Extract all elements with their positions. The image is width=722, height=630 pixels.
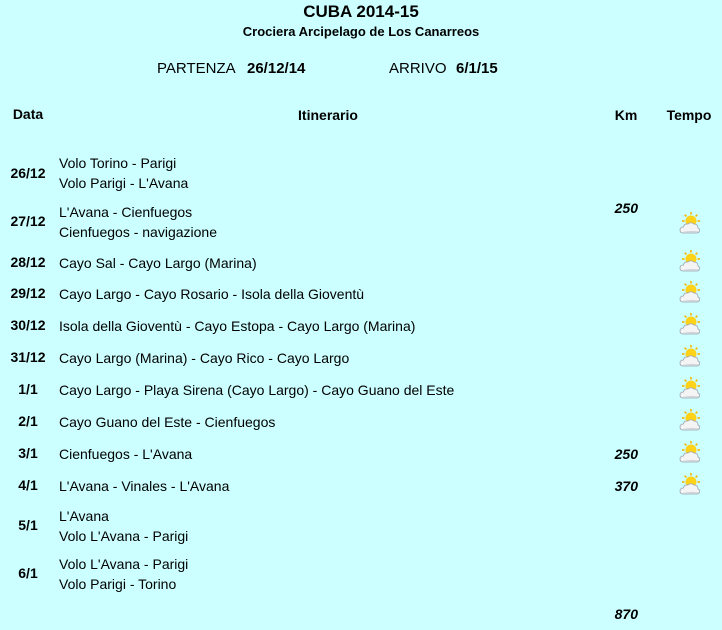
page-title: CUBA 2014-15 (303, 2, 419, 21)
arrival-date: 6/1/15 (456, 60, 498, 77)
partly-sunny-icon (678, 281, 702, 305)
row-itinerary (59, 284, 364, 304)
itinerary-line: Volo Parigi - Torino (59, 576, 177, 592)
itinerary-line: Volo Parigi - L'Avana (59, 175, 189, 191)
arrival-label: ARRIVO (389, 60, 447, 77)
itinerary-line: Cayo Sal - Cayo Largo (Marina) (59, 255, 257, 271)
partly-sunny-icon (678, 313, 702, 337)
itinerary-line: Volo L'Avana - Parigi (59, 556, 189, 572)
row-date: 1/1 (18, 381, 38, 397)
row-itinerary (59, 380, 454, 400)
row-date: 27/12 (10, 213, 46, 229)
departure-label: PARTENZA (157, 60, 236, 77)
column-header-weather: Tempo (666, 107, 712, 123)
row-itinerary (59, 444, 192, 464)
row-date: 30/12 (10, 317, 46, 333)
page-subtitle: Crociera Arcipelago de Los Canarreos (242, 24, 480, 39)
itinerary-line: Isola della Gioventù - Cayo Estopa - Cayo Largo (Marina) (59, 318, 416, 334)
itinerary-line: Cayo Largo (Marina) - Cayo Rico - Cayo Largo (59, 350, 350, 366)
itinerary-line: Cayo Guano del Este - Cienfuegos (59, 414, 276, 430)
row-itinerary (59, 316, 415, 336)
partly-sunny-icon (678, 377, 702, 401)
row-date: 31/12 (10, 349, 46, 365)
row-date: 5/1 (18, 517, 38, 533)
column-header-date: Data (12, 106, 44, 122)
itinerary-line: Volo L'Avana - Parigi (59, 528, 189, 544)
itinerary-line: Cayo Largo - Playa Sirena (Cayo Largo) - Cayo Guano del Este (59, 382, 455, 398)
itinerary-line: Cienfuegos - navigazione (59, 224, 217, 240)
row-date: 29/12 (10, 285, 46, 301)
row-date: 26/12 (10, 165, 46, 181)
row-date: 3/1 (18, 445, 38, 461)
row-km: 250 (614, 200, 638, 216)
row-date: 2/1 (18, 413, 38, 429)
total-km: 870 (614, 606, 638, 622)
row-itinerary (59, 348, 349, 368)
row-itinerary (59, 506, 188, 546)
row-date: 28/12 (10, 254, 46, 270)
column-header-itinerary: Itinerario (298, 107, 358, 123)
partly-sunny-icon (678, 441, 702, 465)
itinerary-line: Cayo Largo - Cayo Rosario - Isola della Gioventù (59, 286, 365, 302)
row-itinerary (59, 202, 217, 242)
column-header-km: Km (614, 107, 638, 123)
row-km: 250 (614, 446, 638, 462)
partly-sunny-icon (678, 250, 702, 274)
row-itinerary (59, 153, 188, 193)
itinerary-line: L'Avana - Cienfuegos (59, 204, 193, 220)
row-km: 370 (614, 478, 638, 494)
row-itinerary (59, 253, 257, 273)
row-itinerary (59, 476, 229, 496)
partly-sunny-icon (678, 473, 702, 497)
itinerary-line: Volo Torino - Parigi (59, 155, 177, 171)
row-itinerary (59, 554, 188, 594)
itinerary-line: Cienfuegos - L'Avana (59, 446, 193, 462)
partly-sunny-icon (678, 345, 702, 369)
departure-date: 26/12/14 (247, 60, 306, 77)
itinerary-line: L'Avana - Vinales - L'Avana (59, 478, 230, 494)
row-date: 4/1 (18, 477, 38, 493)
row-itinerary (59, 412, 275, 432)
itinerary-line: L'Avana (59, 508, 109, 524)
partly-sunny-icon (678, 409, 702, 433)
row-date: 6/1 (18, 565, 38, 581)
partly-sunny-icon (678, 212, 702, 236)
